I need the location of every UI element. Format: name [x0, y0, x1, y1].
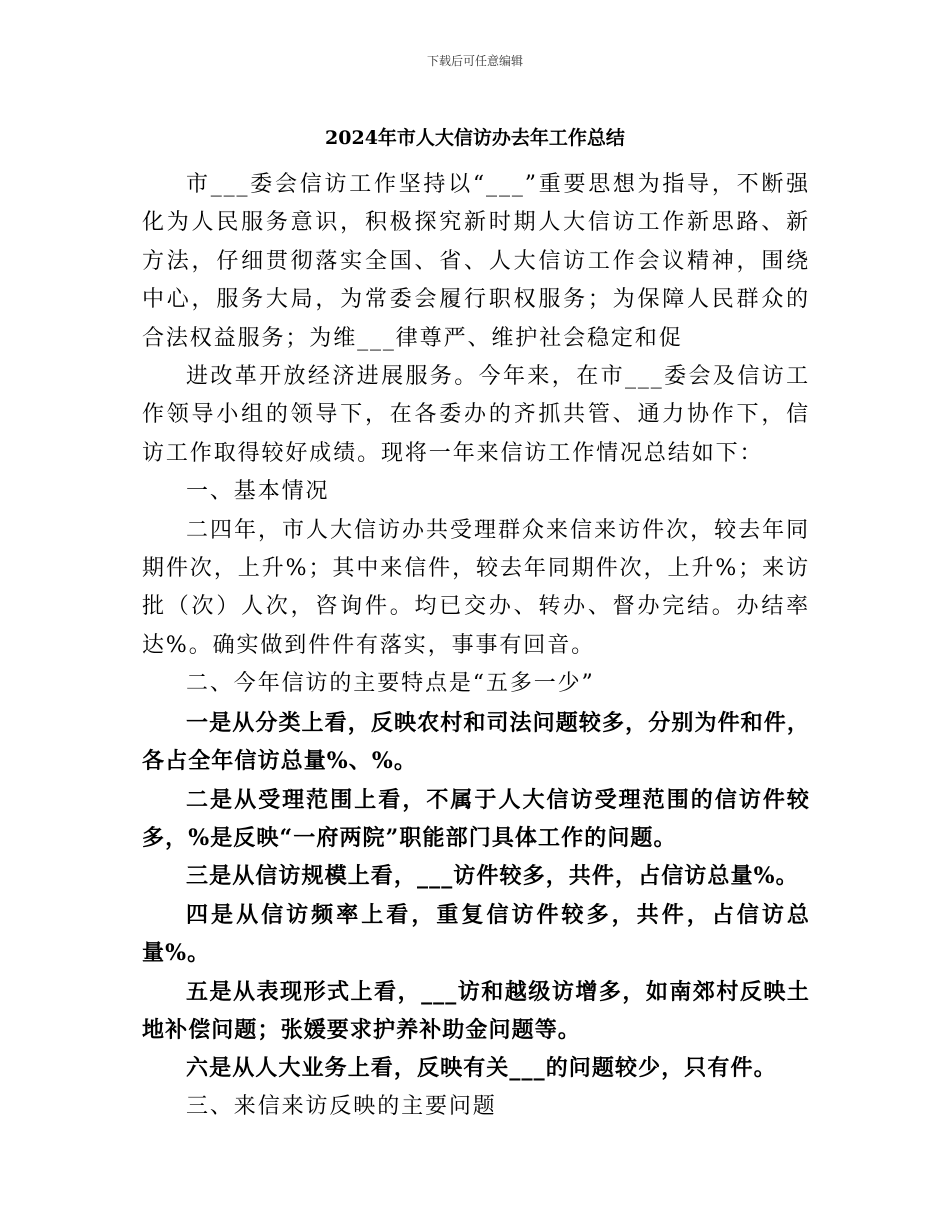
paragraph-intro-continued: 进改革开放经济进展服务。今年来，在市___委会及信访工作领导小组的领导下，在各委办的齐抓共管、通力协作下，信访工作取得较好成绩。现将一年来信访工作情况总结如下： — [142, 364, 810, 466]
feature-item-3: 三是从信访规模上看，___访件较多，共件，占信访总量%。 — [186, 863, 799, 890]
feature-item-2: 二是从受理范围上看，不属于人大信访受理范围的信访件较多，%是反映“一府两院”职能部门具体工作的问题。 — [142, 786, 810, 851]
header-note: 下载后可任意编辑 — [426, 54, 523, 68]
section-heading-basic-situation: 一、基本情况 — [186, 479, 330, 505]
paragraph-intro: 市___委会信访工作坚持以“___”重要思想为指导，不断强化为人民服务意识，积极探究新时期人大信访工作新思路、新方法，仔细贯彻落实全国、省、人大信访工作会议精神，围绕中心，服务大局，为常委会履行职权服务；为保障人民群众的合法权益服务；为维___律尊严、维护社会稳定和促 — [142, 172, 810, 351]
feature-item-6: 六是从人大业务上看，反映有关___的问题较少，只有件。 — [186, 1055, 777, 1082]
feature-item-1: 一是从分类上看，反映农村和司法问题较多，分别为件和件，各占全年信访总量%、%。 — [142, 709, 810, 775]
document-body — [142, 166, 810, 1126]
paragraph-basic-situation: 二四年，市人大信访办共受理群众来信来访件次，较去年同期件次，上升%；其中来信件，较去年同期件次，上升%；来访批（次）人次，咨询件。均已交办、转办、督办完结。办结率达%。确实做到件件有落实，事事有回音。 — [142, 517, 810, 658]
feature-item-5: 五是从表现形式上看，___访和越级访增多，如南郊村反映土地补偿问题；张媛要求护养补助金问题等。 — [142, 978, 810, 1043]
feature-item-4: 四是从信访频率上看，重复信访件较多，共件，占信访总量%。 — [142, 901, 810, 967]
document-title: 2024年市人大信访办去年工作总结 — [325, 127, 625, 149]
section-heading-main-problems: 三、来信来访反映的主要问题 — [186, 1093, 497, 1119]
section-heading-main-features: 二、今年信访的主要特点是“五多一少” — [186, 671, 595, 697]
